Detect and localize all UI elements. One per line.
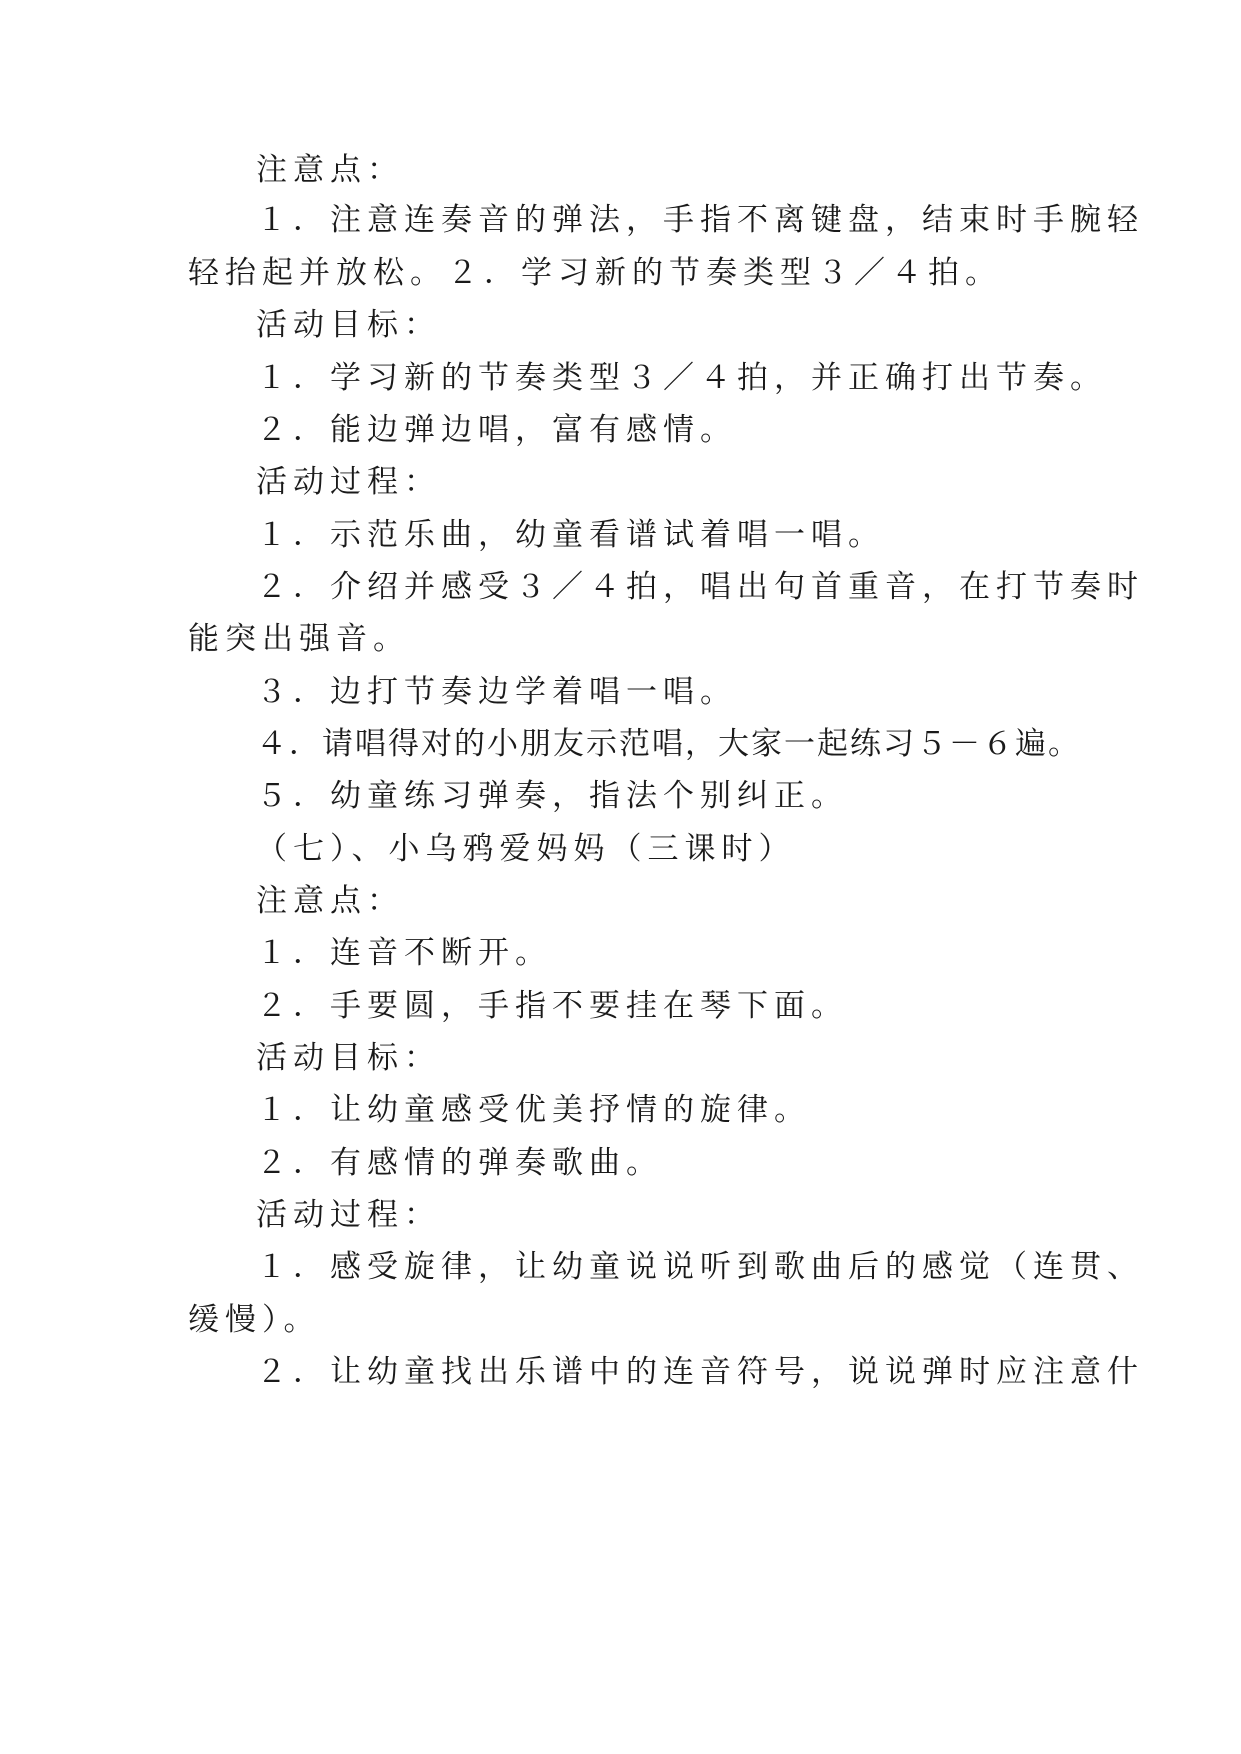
text-line: ２．手要圆，手指不要挂在琴下面。 <box>256 988 848 1024</box>
text-line: 活动过程： <box>256 464 441 500</box>
text-line: １．示范乐曲，幼童看谱试着唱一唱。 <box>256 517 885 553</box>
text-line: 能突出强音。 <box>188 621 410 657</box>
text-line: 注意点： <box>256 152 404 188</box>
text-line: １．注意连奏音的弹法，手指不离键盘，结束时手腕轻 <box>256 202 1144 238</box>
text-line: １．感受旋律，让幼童说说听到歌曲后的感觉（连贯、 <box>256 1249 1144 1285</box>
text-line: ２．有感情的弹奏歌曲。 <box>256 1145 663 1181</box>
text-line: ５．幼童练习弹奏，指法个别纠正。 <box>256 778 848 814</box>
section-heading: （七）、小乌鸦爱妈妈（三课时） <box>256 831 796 867</box>
text-line: 活动目标： <box>256 1040 441 1076</box>
text-line: １．让幼童感受优美抒情的旋律。 <box>256 1092 811 1128</box>
text-line: 注意点： <box>256 883 404 919</box>
text-line: ２．让幼童找出乐谱中的连音符号，说说弹时应注意什 <box>256 1354 1144 1390</box>
text-line: 轻抬起并放松。２．学习新的节奏类型３／４拍。 <box>188 255 1002 291</box>
text-line: ３．边打节奏边学着唱一唱。 <box>256 674 737 710</box>
text-line: 缓慢）。 <box>188 1302 321 1338</box>
text-line: ２．介绍并感受３／４拍，唱出句首重音，在打节奏时 <box>256 569 1144 605</box>
text-line: ４．请唱得对的小朋友示范唱，大家一起练习５－６遍。 <box>256 726 1081 762</box>
text-line: ２．能边弹边唱，富有感情。 <box>256 412 737 448</box>
text-line: １．连音不断开。 <box>256 935 552 971</box>
text-line: 活动过程： <box>256 1197 441 1233</box>
text-line: １．学习新的节奏类型３／４拍，并正确打出节奏。 <box>256 360 1107 396</box>
text-line: 活动目标： <box>256 307 441 343</box>
